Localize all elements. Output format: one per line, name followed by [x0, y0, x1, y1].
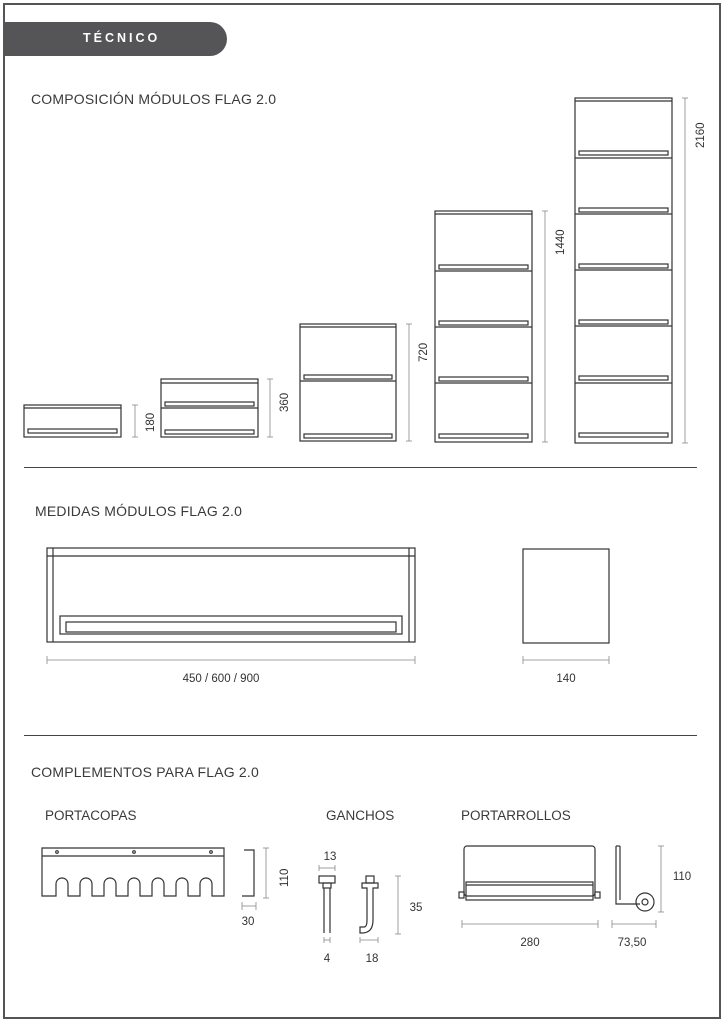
- portacopas-drawing: [42, 848, 254, 896]
- portacopas-height: 110: [279, 868, 291, 887]
- module-front-view: [47, 548, 415, 642]
- height-label-180: 180: [145, 412, 157, 432]
- width-label: 450 / 600 / 900: [182, 673, 260, 685]
- height-label-360: 360: [279, 392, 291, 412]
- module-360: [161, 379, 258, 437]
- portacopas-title: PORTACOPAS: [45, 808, 137, 823]
- ganchos-height: 35: [409, 902, 423, 914]
- ganchos-drawing: [319, 876, 378, 933]
- module-1440: [435, 211, 532, 442]
- module-2160: [575, 98, 672, 443]
- height-label-2160: 2160: [695, 122, 707, 148]
- measures-title: MEDIDAS MÓDULOS FLAG 2.0: [35, 503, 243, 519]
- portarrollos-title: PORTARROLLOS: [461, 808, 571, 823]
- height-label-720: 720: [418, 342, 430, 362]
- ganchos-thickness: 4: [323, 953, 331, 965]
- ganchos-top: 13: [323, 851, 337, 863]
- ganchos-title: GANCHOS: [326, 808, 395, 823]
- module-side-view: [523, 549, 609, 643]
- composition-title: COMPOSICIÓN MÓDULOS FLAG 2.0: [31, 91, 277, 107]
- ganchos-depth: 18: [365, 953, 379, 965]
- depth-label: 140: [556, 673, 576, 685]
- portarrollos-depth: 73,50: [617, 937, 647, 949]
- height-label-1440: 1440: [555, 229, 567, 255]
- portacopas-depth: 30: [241, 916, 255, 928]
- portarrollos-height: 110: [672, 871, 692, 883]
- portarrollos-width: 280: [520, 937, 540, 949]
- module-180: [24, 405, 121, 437]
- section-tab-label: TÉCNICO: [83, 31, 161, 45]
- module-720: [300, 324, 396, 441]
- complements-title: COMPLEMENTOS PARA FLAG 2.0: [31, 764, 259, 780]
- portarrollos-drawing: [459, 846, 654, 911]
